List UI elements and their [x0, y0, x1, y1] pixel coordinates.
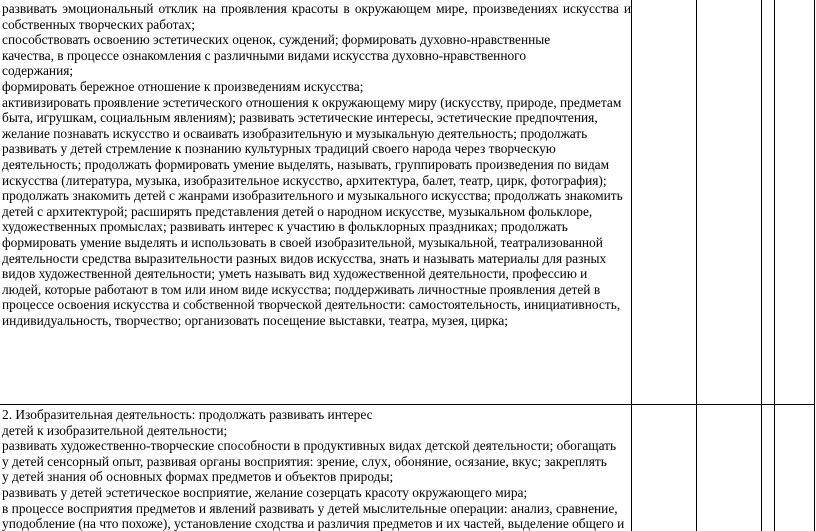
empty-cell [774, 405, 814, 531]
text-line: продолжать знакомить детей с жанрами изобразительного и музыкального искусства; продолжать знакомить [2, 188, 623, 204]
text-line: художественных промыслах; развивать интерес к участию в фольклорных праздниках; продолжать [2, 219, 568, 235]
table-row [0, 405, 815, 531]
section-2-cell [0, 405, 632, 531]
empty-cell [632, 405, 697, 531]
text-line: активизировать проявление эстетического отношения к окружающему миру (искусству, природе, предметам [2, 94, 622, 110]
text-line: детей с архитектурой; расширять представления детей о народном искусстве, музыкальном фольклоре, [2, 203, 593, 219]
text-line: процессе освоения искусства и собственной творческой деятельности: самостоятельность, инициативность, [2, 297, 621, 313]
empty-cell [761, 0, 774, 405]
text-line: деятельность; продолжать формировать умение выделять, называть, группировать произведения по видам [2, 156, 610, 172]
text-line: в процессе восприятия предметов и явлений развивать у детей мыслительные операции: анализ, сравнение, [2, 500, 618, 516]
text-line: развивать художественно-творческие способности в продуктивных видах детской деятельности; обогащать [2, 438, 617, 454]
text-line: формировать умение выделять и использовать в своей изобразительной, музыкальной, театрализованной [2, 234, 603, 250]
text-line: людей, которые работают в том или ином виде искусства; поддерживать личностные проявления детей в [2, 281, 601, 297]
text-line: содержания; [2, 63, 74, 79]
text-line: развивать у детей эстетическое восприятие, желание созерцать красоту окружающего мира; [2, 484, 528, 500]
text-line: способствовать освоению эстетических оценок, суждений; формировать духовно-нравственные [2, 32, 551, 48]
empty-cell [632, 0, 697, 405]
text-line: у детей знания об основных формах предметов и объектов природы; [2, 469, 394, 485]
text-line: уподобление (на что похоже), установление сходства и различия предметов и их частей, выделение общего и [2, 516, 625, 531]
empty-cell [696, 0, 761, 405]
text-line: видов художественной деятельности; уметь называть вид художественной деятельности, профессию и [2, 266, 588, 282]
text-line: у детей сенсорный опыт, развивая органы восприятия: зрение, слух, обоняние, осязание, вкус; закреплять [2, 453, 607, 469]
text-line: развивать эмоциональный отклик на проявления красоты в окружающем мире, произведениях искусства и собственных творческих работах; [2, 1, 632, 32]
text-line: желание познавать искусство и осваивать изобразительную и музыкальную деятельность; продолжать [2, 125, 588, 141]
section-2-text [0, 405, 631, 531]
text-line: индивидуальность, творчество; организовать посещение выставки, театра, музея, цирка; [2, 312, 509, 328]
empty-cell [774, 0, 814, 405]
empty-cell [761, 405, 774, 531]
empty-cell [696, 405, 761, 531]
text-line: искусства (литература, музыка, изобразительное искусство, архитектура, балет, театр, цирк, фотография); [2, 172, 607, 188]
text-line: деятельности средства выразительности разных видов искусства, знать и называть материалы для разных [2, 250, 607, 266]
section-heading: 2. Изобразительная деятельность: продолжать развивать интерес [2, 407, 373, 422]
text-line: быта, игрушкам, социальным явлениям); развивать эстетические интересы, эстетические предпочтения, [2, 110, 598, 126]
text-line: формировать бережное отношение к произведениям искусства; [2, 78, 364, 94]
text-line: развивать у детей стремление к познанию культурных традиций своего народа через творческую [2, 141, 556, 157]
text-line: качества, в процессе ознакомления с различными видами искусства духовно-нравственного [2, 47, 527, 63]
section-1-text [0, 0, 631, 328]
text-line: детей к изобразительной деятельности; [2, 422, 228, 438]
